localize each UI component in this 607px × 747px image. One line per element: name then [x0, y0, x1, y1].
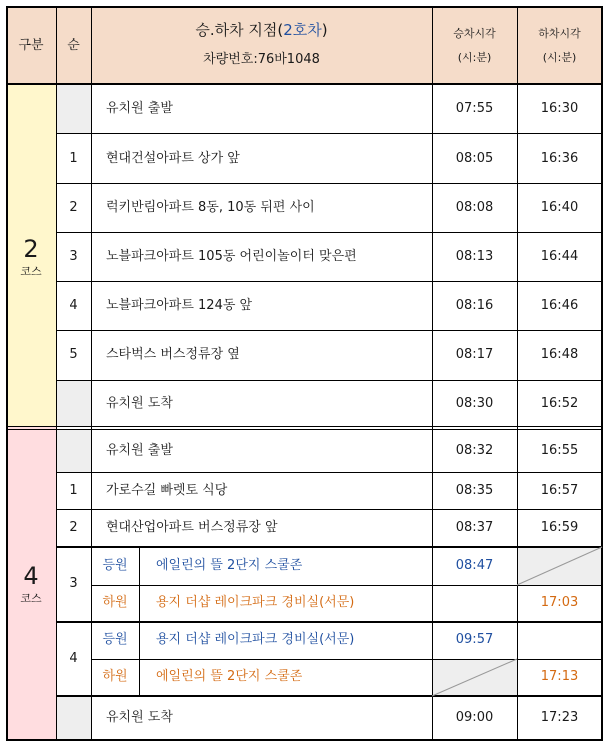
row-seq: 2 [69, 200, 78, 215]
back-stop: 에일린의 뜰 2단지 스쿨존 [156, 669, 303, 684]
row-seq: 1 [69, 151, 78, 166]
row-alight-time: 17:23 [540, 710, 579, 725]
go-label: 등원 [102, 632, 128, 647]
go-time: 09:57 [455, 632, 494, 647]
row-stop: 가로수길 빠렛토 식당 [106, 483, 228, 498]
row-stop: 스타벅스 버스정류장 옆 [106, 347, 240, 362]
row-seq: 3 [69, 576, 78, 591]
row-stop: 노블파크아파트 124동 앞 [106, 298, 253, 313]
row-board-time: 08:16 [455, 298, 494, 313]
vehicle-number: 차량번호:76바1048 [203, 52, 320, 67]
row-stop: 현대건설아파트 상가 앞 [106, 151, 240, 166]
row-seq: 3 [69, 249, 78, 264]
course2-number: 2 [23, 235, 39, 263]
back-time: 17:03 [540, 595, 579, 610]
row-alight-time: 16:44 [540, 249, 579, 264]
alight-time-header: 하차시각 [538, 27, 581, 40]
board-time-unit: (시:분) [457, 51, 492, 64]
go-label: 등원 [102, 558, 128, 573]
seq-blank-bg [56, 84, 91, 134]
course4-label: 코스 [20, 592, 42, 605]
back-stop: 용지 더샵 레이크파크 경비실(서문) [156, 595, 355, 610]
seq-blank-bg [56, 380, 91, 427]
back-label: 하원 [102, 595, 128, 610]
header-order: 순 [67, 38, 80, 53]
row-stop: 럭키반림아파트 8동, 10동 뒤편 사이 [106, 200, 315, 215]
row-board-time: 08:37 [455, 520, 494, 535]
row-alight-time: 16:40 [540, 200, 579, 215]
course2-label: 코스 [20, 265, 42, 278]
row-stop: 유치원 도착 [106, 396, 173, 411]
row-alight-time: 16:36 [540, 151, 579, 166]
row-seq: 5 [69, 347, 78, 362]
alight-time-unit: (시:분) [542, 51, 577, 64]
row-alight-time: 16:30 [540, 101, 579, 116]
back-time: 17:13 [540, 669, 579, 684]
row-seq: 4 [69, 651, 78, 666]
row-stop: 유치원 출발 [106, 101, 173, 116]
seq-blank-bg [56, 429, 91, 473]
row-board-time: 08:13 [455, 249, 494, 264]
row-stop: 유치원 출발 [106, 443, 173, 458]
row-board-time: 08:30 [455, 396, 494, 411]
row-board-time: 08:32 [455, 443, 494, 458]
row-board-time: 09:00 [455, 710, 494, 725]
row-seq: 4 [69, 298, 78, 313]
header-background [6, 7, 602, 84]
go-stop: 용지 더샵 레이크파크 경비실(서문) [156, 632, 355, 647]
board-time-header: 승차시각 [453, 27, 496, 40]
row-alight-time: 16:59 [540, 520, 579, 535]
go-time: 08:47 [455, 558, 494, 573]
row-alight-time: 16:57 [540, 483, 579, 498]
header-category: 구분 [18, 38, 44, 53]
row-alight-time: 16:46 [540, 298, 579, 313]
row-board-time: 07:55 [455, 101, 494, 116]
row-board-time: 08:35 [455, 483, 494, 498]
course4-number: 4 [23, 562, 39, 590]
row-stop: 유치원 도착 [106, 710, 173, 725]
seq-blank-bg [56, 696, 91, 740]
header-title: 승.하차 지점(2호차) [195, 21, 328, 39]
row-alight-time: 16:55 [540, 443, 579, 458]
go-stop: 에일린의 뜰 2단지 스쿨존 [156, 558, 303, 573]
row-stop: 노블파크아파트 105동 어린이놀이터 맞은편 [106, 249, 357, 264]
row-stop: 현대산업아파트 버스정류장 앞 [106, 520, 278, 535]
row-alight-time: 16:48 [540, 347, 579, 362]
empty-cell-diagonal [432, 659, 517, 696]
row-alight-time: 16:52 [540, 396, 579, 411]
back-label: 하원 [102, 669, 128, 684]
empty-cell-diagonal [517, 547, 602, 585]
row-board-time: 08:05 [455, 151, 494, 166]
row-seq: 2 [69, 520, 78, 535]
row-board-time: 08:08 [455, 200, 494, 215]
row-board-time: 08:17 [455, 347, 494, 362]
row-seq: 1 [69, 483, 78, 498]
